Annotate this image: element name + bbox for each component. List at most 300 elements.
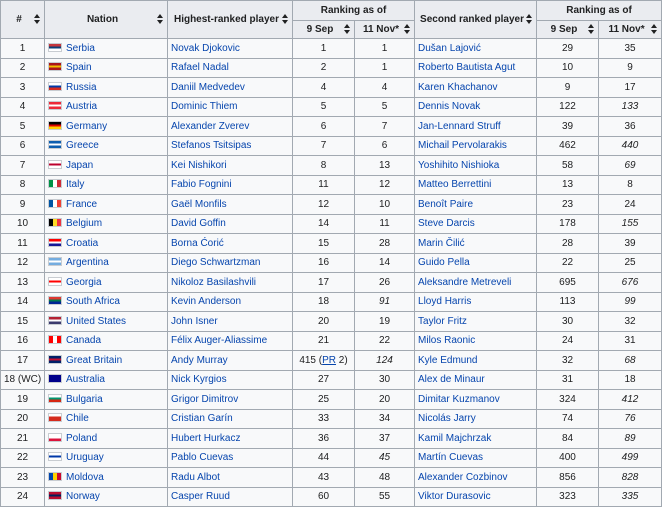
cell-nation [45,58,168,78]
player-link[interactable]: Kei Nishikori [171,159,227,171]
cell-highest-ranked-player [168,78,293,98]
col-header-second-ranked[interactable] [415,1,537,39]
rank-number: 2 [19,62,26,74]
cell-highest-ranked-player [168,214,293,234]
player-link[interactable]: Andy Murray [171,354,228,366]
table-row [1,253,662,273]
cell-p1-sep-rank [293,214,355,234]
sort-icon[interactable] [157,14,164,26]
cell-second-ranked-player [415,487,537,507]
rank-value: 36 [317,432,330,444]
south-africa-flag-icon [48,296,62,305]
col-header-nation-label: Nation [86,14,119,25]
table-row [1,448,662,468]
player-link[interactable]: Yoshihito Nishioka [418,159,500,171]
cell-p1-nov-rank [355,234,415,254]
nation-link[interactable]: South Africa [66,296,120,308]
rank-value: 11 [379,218,390,230]
rank-value: 18 [317,296,330,308]
player-link[interactable]: Dimitar Kuzmanov [418,393,500,405]
cell-nation [45,292,168,312]
chile-flag-icon [48,413,62,422]
cell-p1-sep-rank [293,429,355,449]
player-link[interactable]: Radu Albot [171,471,220,483]
sort-icon[interactable] [651,24,658,36]
rank-value: 323 [559,491,576,503]
nation-link[interactable]: Bulgaria [66,393,103,405]
player-link[interactable]: Pablo Cuevas [171,452,234,464]
nation-link[interactable]: Italy [66,179,85,191]
player-link[interactable]: Martín Cuevas [418,452,484,464]
cell-p1-nov-rank [355,78,415,98]
cell-nation [45,175,168,195]
cell-second-ranked-player [415,136,537,156]
moldova-flag-icon [48,472,62,481]
cell-highest-ranked-player [168,312,293,332]
rank-number: 16 [16,335,29,347]
nation-link[interactable]: Croatia [66,237,99,249]
nation-link[interactable]: Poland [66,432,98,444]
cell-p2-nov-rank [599,234,662,254]
rank-number: 3 [19,81,26,93]
cell-rank-number [1,136,45,156]
rank-value: 76 [624,413,636,425]
rank-value: 113 [559,296,576,308]
rank-value: 462 [559,140,576,152]
cell-p1-sep-rank [293,136,355,156]
player-link[interactable]: Alexander Cozbinov [418,471,508,483]
cell-second-ranked-player [415,331,537,351]
nation-link[interactable]: Spain [66,62,92,74]
rank-value: 16 [317,257,330,269]
nation-link[interactable]: Georgia [66,276,102,288]
italy-flag-icon [48,179,62,188]
australia-flag-icon [48,374,62,383]
col-header-highest-label: Highest-ranked player [173,14,280,25]
player-link[interactable]: Aleksandre Metreveli [418,276,512,288]
player-link[interactable]: Viktor Durasovic [418,491,491,503]
player-link[interactable]: Kevin Anderson [171,296,242,308]
cell-rank-number [1,195,45,215]
player-link[interactable]: Alex de Minaur [418,374,485,386]
rank-value: 12 [317,198,330,210]
nation-link[interactable]: Uruguay [66,452,104,464]
rank-value: 24 [624,198,636,210]
rank-value: 23 [561,198,574,210]
nation-link[interactable]: Russia [66,81,97,93]
player-link[interactable]: Gaël Monfils [171,198,227,210]
cell-p1-nov-rank [355,175,415,195]
rank-value: 415 ( [299,354,323,366]
sort-icon[interactable] [526,14,533,26]
rank-value: 74 [561,413,574,425]
col-header-p1-sep[interactable] [293,21,355,39]
cell-p2-sep-rank [537,273,599,293]
cell-p2-nov-rank [599,312,662,332]
rank-value: 24 [561,335,574,347]
cell-second-ranked-player [415,234,537,254]
cell-p1-sep-rank [293,273,355,293]
col-header-nation[interactable] [45,1,168,39]
player-link[interactable]: Karen Khachanov [418,81,498,93]
cell-nation [45,312,168,332]
player-link[interactable]: Nicolás Jarry [418,413,476,425]
rank-value: 440 [621,140,639,152]
cell-second-ranked-player [415,429,537,449]
cell-second-ranked-player [415,409,537,429]
rank-value: 39 [561,120,574,132]
player-link[interactable]: Diego Schwartzman [171,257,261,269]
cell-p1-nov-rank [355,429,415,449]
cell-p2-sep-rank [537,39,599,59]
cell-rank-number [1,117,45,137]
table-row [1,117,662,137]
player-link[interactable]: Benoît Paire [418,198,474,210]
rank-value: 34 [378,413,391,425]
player-link[interactable]: David Goffin [171,218,226,230]
cell-rank-number [1,351,45,371]
cell-second-ranked-player [415,58,537,78]
rank-number: 22 [16,452,29,464]
cell-rank-number [1,390,45,410]
rank-value: 28 [561,237,574,249]
cell-nation [45,468,168,488]
cell-second-ranked-player [415,214,537,234]
nation-link[interactable]: Great Britain [66,354,123,366]
rank-value: 91 [378,296,391,308]
croatia-flag-icon [48,238,62,247]
cell-p2-nov-rank [599,390,662,410]
player-link[interactable]: Daniil Medvedev [171,81,245,93]
rank-value: 8 [320,159,327,171]
rank-value: 99 [624,296,636,308]
col-header-second-label: Second ranked player [420,14,524,25]
rank-value: 12 [378,179,391,191]
cell-nation [45,156,168,176]
ranking-as-of-label: Ranking as of [320,5,387,16]
player-link[interactable]: Nikoloz Basilashvili [171,276,257,288]
cell-p1-sep-rank [293,156,355,176]
rank-value: 48 [378,471,391,483]
cell-p2-nov-rank [599,117,662,137]
rank-value: 2 [320,62,327,74]
rank-value: 69 [624,159,636,171]
cell-p1-nov-rank [355,390,415,410]
player-link[interactable]: Matteo Berrettini [418,179,492,191]
sort-icon[interactable] [34,14,41,26]
sort-icon[interactable] [404,24,411,36]
col-header-highest-ranked[interactable] [168,1,293,39]
cell-p2-nov-rank [599,409,662,429]
player-link[interactable]: Dennis Novak [418,101,481,113]
rank-number: 18 (WC) [4,374,42,386]
cell-p2-nov-rank [599,487,662,507]
serbia-flag-icon [48,43,62,52]
cell-nation [45,234,168,254]
cell-p2-nov-rank [599,292,662,312]
rank-value: 13 [561,179,574,191]
cell-p1-sep-rank [293,292,355,312]
rank-number: 9 [19,198,26,210]
cell-nation [45,331,168,351]
table-row [1,156,662,176]
table-row [1,409,662,429]
nation-link[interactable]: Norway [66,491,100,503]
player-link[interactable]: Lloyd Harris [418,296,472,308]
nation-link[interactable]: Argentina [66,257,109,269]
player-link[interactable]: Cristian Garín [171,413,233,425]
player-link[interactable]: Kyle Edmund [418,354,478,366]
uruguay-flag-icon [48,452,62,461]
table-row [1,292,662,312]
cell-rank-number [1,39,45,59]
rank-value: 9 [627,62,633,74]
nation-link[interactable]: Greece [66,140,99,152]
rank-value: 33 [317,413,330,425]
cell-rank-number [1,487,45,507]
cell-nation [45,351,168,371]
rank-value: 1 [320,42,327,54]
cell-p1-sep-rank [293,234,355,254]
rank-value-suffix: 2) [336,354,348,366]
cell-p2-sep-rank [537,390,599,410]
cell-second-ranked-player [415,78,537,98]
rank-value: 4 [320,81,327,93]
cell-p1-sep-rank [293,39,355,59]
rank-value: 25 [317,393,330,405]
rank-value: 13 [378,159,391,171]
cell-rank-number [1,331,45,351]
cell-highest-ranked-player [168,468,293,488]
rank-value: 14 [378,257,391,269]
rank-value: 60 [317,491,330,503]
cell-second-ranked-player [415,156,537,176]
rank-number: 14 [16,296,29,308]
player-link[interactable]: Casper Ruud [171,491,230,503]
rank-value: 133 [621,101,639,113]
nation-link[interactable]: Australia [66,374,105,386]
cell-p1-nov-rank [355,136,415,156]
rank-value: 31 [561,374,574,386]
player-link[interactable]: Roberto Bautista Agut [418,62,516,74]
table-row [1,331,662,351]
rank-value: 1 [381,42,388,54]
rank-value: 20 [378,393,391,405]
player-link[interactable]: John Isner [171,315,218,327]
cell-p1-sep-rank [293,351,355,371]
cell-p2-nov-rank [599,136,662,156]
poland-flag-icon [48,433,62,442]
rank-value: 324 [559,393,576,405]
rank-value: 499 [621,452,639,464]
cell-p2-sep-rank [537,97,599,117]
rank-value: 35 [624,42,636,54]
cell-p2-sep-rank [537,234,599,254]
rank-value: 58 [561,159,574,171]
player-link[interactable]: Guido Pella [418,257,470,269]
rank-number: 1 [19,42,26,54]
col-header-p2-nov[interactable] [599,21,662,39]
player-link[interactable]: Marin Čilić [418,237,465,249]
cell-p1-nov-rank [355,117,415,137]
cell-p2-sep-rank [537,409,599,429]
cell-p2-nov-rank [599,273,662,293]
table-row [1,78,662,98]
cell-p1-sep-rank [293,78,355,98]
cell-highest-ranked-player [168,117,293,137]
nation-link[interactable]: Serbia [66,42,95,54]
cell-p1-nov-rank [355,214,415,234]
cell-highest-ranked-player [168,39,293,59]
nation-link[interactable]: Japan [66,159,94,171]
rank-value: 22 [561,257,574,269]
cell-p1-nov-rank [355,468,415,488]
cell-p1-sep-rank [293,97,355,117]
table-row [1,58,662,78]
rank-value: 31 [624,335,636,347]
rank-value: 676 [621,276,639,288]
rank-value: 4 [381,81,388,93]
rank-value: 18 [624,374,636,386]
player-link[interactable]: Milos Raonic [418,335,476,347]
table-row [1,312,662,332]
cell-p2-sep-rank [537,253,599,273]
player-link[interactable]: Stefanos Tsitsipas [171,140,252,152]
cell-p2-sep-rank [537,175,599,195]
cell-rank-number [1,214,45,234]
rank-value: 5 [381,101,388,113]
austria-flag-icon [48,101,62,110]
rank-value: 122 [559,101,576,113]
cell-second-ranked-player [415,370,537,390]
col-header-p2-sep[interactable] [537,21,599,39]
rank-number: 19 [16,393,29,405]
cell-second-ranked-player [415,292,537,312]
player-link[interactable]: Félix Auger-Aliassime [171,335,268,347]
cell-nation [45,78,168,98]
rank-value: 37 [378,432,391,444]
nation-link[interactable]: United States [66,315,127,327]
rank-number: 7 [19,159,26,171]
nation-link[interactable]: Germany [66,120,108,132]
protected-ranking-link[interactable]: PR [322,354,337,366]
cell-p2-nov-rank [599,78,662,98]
player-link[interactable]: Dušan Lajović [418,42,481,54]
cell-highest-ranked-player [168,136,293,156]
player-link[interactable]: Rafael Nadal [171,62,229,74]
cell-p2-nov-rank [599,468,662,488]
rank-value: 14 [317,218,330,230]
cell-p2-sep-rank [537,370,599,390]
nation-link[interactable]: Moldova [66,471,104,483]
col-header-ranking-as-of-2 [537,1,662,21]
cell-nation [45,409,168,429]
table-row [1,351,662,371]
player-link[interactable]: Novak Djokovic [171,42,240,54]
player-link[interactable]: Borna Ćorić [171,237,224,249]
nation-link[interactable]: Austria [66,101,98,113]
table-row [1,136,662,156]
cell-second-ranked-player [415,117,537,137]
rank-number: 10 [16,218,29,230]
cell-p1-sep-rank [293,448,355,468]
player-link[interactable]: Michail Pervolarakis [418,140,507,152]
cell-nation [45,429,168,449]
cell-rank-number [1,468,45,488]
cell-rank-number [1,429,45,449]
cell-second-ranked-player [415,195,537,215]
japan-flag-icon [48,160,62,169]
player-link[interactable]: Grigor Dimitrov [171,393,239,405]
player-link[interactable]: Kamil Majchrzak [418,432,492,444]
sort-icon[interactable] [588,24,595,36]
rank-value: 28 [378,237,391,249]
cell-p2-nov-rank [599,253,662,273]
cell-p1-sep-rank [293,253,355,273]
nation-link[interactable]: Chile [66,413,89,425]
rank-value: 11 [318,179,329,191]
player-link[interactable]: Hubert Hurkacz [171,432,241,444]
player-link[interactable]: Dominic Thiem [171,101,238,113]
rank-number: 11 [17,237,28,249]
cell-highest-ranked-player [168,97,293,117]
cell-nation [45,273,168,293]
sort-icon[interactable] [282,14,289,26]
rank-value: 30 [378,374,391,386]
nation-link[interactable]: Belgium [66,218,103,230]
col-header-num[interactable] [1,1,45,39]
cell-p1-nov-rank [355,370,415,390]
cell-p1-nov-rank [355,409,415,429]
cell-rank-number [1,78,45,98]
nation-link[interactable]: France [66,198,98,210]
nov-label: 11 Nov* [608,24,645,35]
header-row [1,1,662,21]
cell-p2-sep-rank [537,156,599,176]
rank-value: 828 [621,471,639,483]
player-link[interactable]: Alexander Zverev [171,120,250,132]
cell-p1-nov-rank [355,273,415,293]
rank-number: 13 [16,276,29,288]
rank-value: 6 [381,140,388,152]
cell-p2-sep-rank [537,448,599,468]
cell-nation [45,390,168,410]
cell-nation [45,195,168,215]
cell-highest-ranked-player [168,195,293,215]
cell-p1-sep-rank [293,468,355,488]
cell-second-ranked-player [415,273,537,293]
canada-flag-icon [48,335,62,344]
player-link[interactable]: Taylor Fritz [418,315,467,327]
cell-highest-ranked-player [168,156,293,176]
rank-number: 4 [19,101,26,113]
cell-p1-sep-rank [293,58,355,78]
rank-value: 8 [627,179,633,191]
sort-icon[interactable] [344,24,351,36]
table-row [1,370,662,390]
cell-nation [45,253,168,273]
player-link[interactable]: Fabio Fognini [171,179,232,191]
player-link[interactable]: Steve Darcis [418,218,475,230]
player-link[interactable]: Jan-Lennard Struff [418,120,501,132]
cell-p2-sep-rank [537,292,599,312]
col-header-p1-nov[interactable] [355,21,415,39]
cell-p1-sep-rank [293,370,355,390]
sep-label: 9 Sep [306,24,334,35]
cell-p2-sep-rank [537,331,599,351]
player-link[interactable]: Nick Kyrgios [171,374,227,386]
nation-link[interactable]: Canada [66,335,102,347]
